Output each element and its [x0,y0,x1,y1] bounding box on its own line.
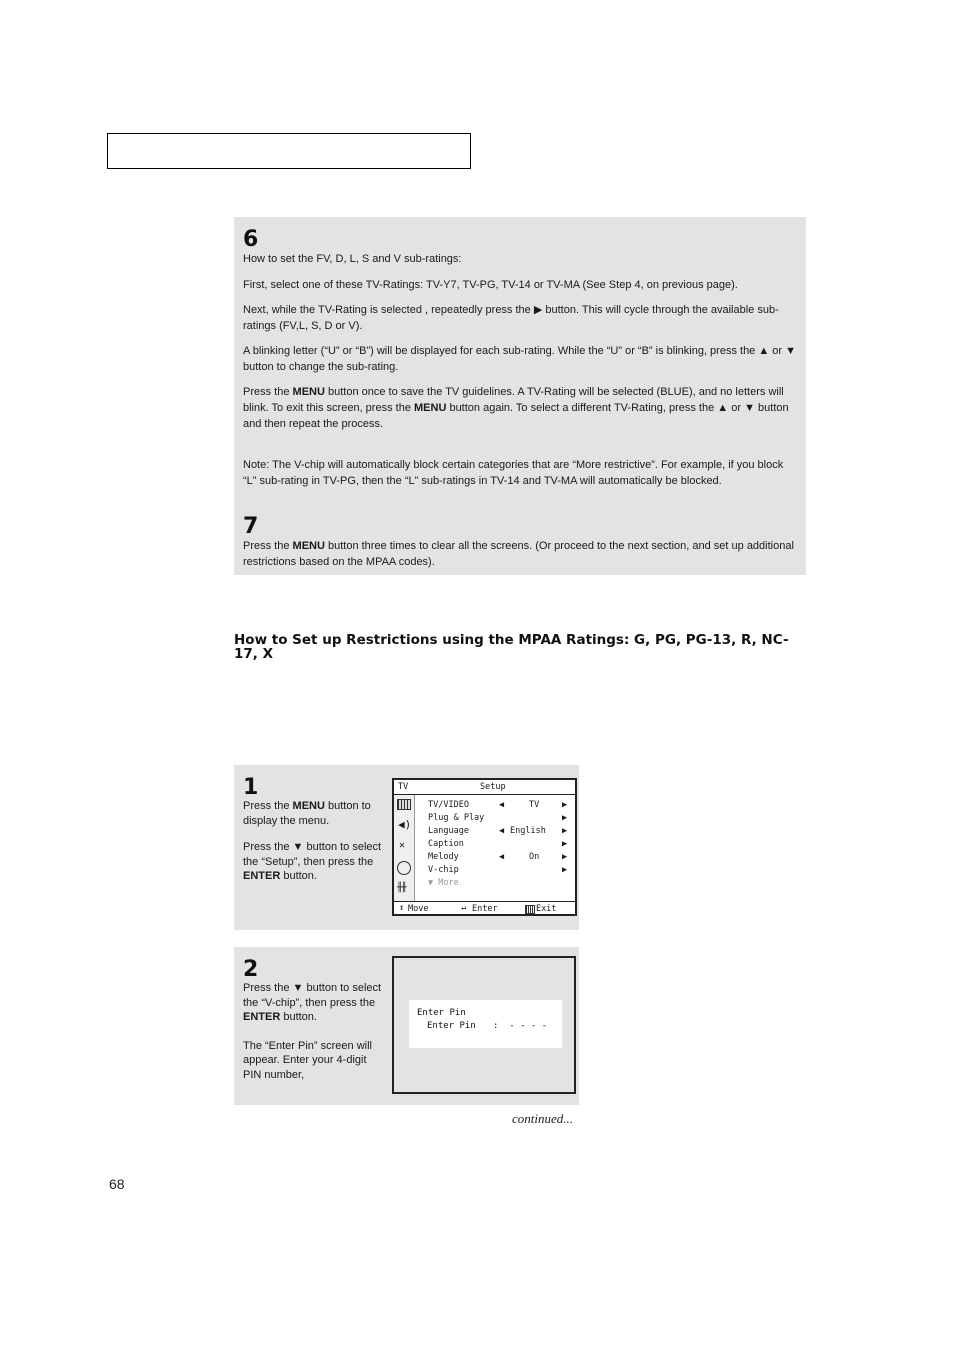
pin-screen [392,956,576,1094]
menu-item-tv-video[interactable]: TV/VIDEO ◀ TV ▶ [428,800,568,810]
right-arrow-icon: ▶ [562,800,568,810]
pin-dialog-title: Enter Pin [417,1008,466,1018]
menu-icon-column [394,795,415,901]
right-arrow-icon: ▶ [562,839,568,849]
right-arrow-icon: ▶ [533,304,543,316]
right-arrow-icon: ▶ [562,852,568,862]
step-6-number: 6 [243,227,259,252]
left-arrow-icon: ◀ [499,826,505,836]
menu-item-more[interactable]: ▼ More [428,878,459,888]
step-6-line5: Press the MENU button once to save the TV guidelines. A TV-Rating will be selected (BLUE), and no letters will blink. To exit this screen, press the MENU button again. To select a different TV-Rating, press the ▲ or ▼ button and then repeat the process. [243,386,789,430]
clock-icon[interactable] [397,861,411,875]
step-1-panel [234,765,579,930]
exit-icon [525,905,535,914]
steps-6-7-panel [234,217,806,575]
step-1-number: 1 [243,775,259,800]
enter-icon: ↵ [461,903,467,913]
step-6-line1: How to set the FV, D, L, S and V sub-ratings: [243,253,462,265]
tv-setup-menu [392,778,577,916]
footer-enter: Enter [472,904,498,914]
channel-icon[interactable]: ✕ [399,840,406,851]
up-arrow-icon: ▲ [758,345,770,357]
menu-item-melody[interactable]: Melody ◀ On ▶ [428,852,568,862]
step-1-line2: Press the ▼ button to select the “Setup”, then press the ENTER button. [243,841,382,882]
right-arrow-icon: ▶ [562,813,568,823]
down-arrow-icon: ▼ [292,982,304,994]
menu-footer [394,901,575,915]
pin-input[interactable]: : - - - - [493,1021,548,1031]
left-arrow-icon: ◀ [499,852,505,862]
step-2-panel [234,947,579,1105]
up-arrow-icon: ▲ [717,402,729,414]
pin-dialog [409,1000,562,1048]
down-arrow-icon: ▼ [785,345,797,357]
section-heading: How to Set up Restrictions using the MPAA Ratings: G, PG, PG-13, R, NC-17, X [234,632,789,662]
picture-icon[interactable] [397,799,411,810]
step-1-line1: Press the MENU button to display the menu. [243,800,371,827]
menu-title: Setup [480,782,506,792]
step-6-line2: First, select one of these TV-Ratings: TV-Y7, TV-PG, TV-14 or TV-MA (See Step 4, on previous page). [243,279,738,291]
menu-item-language[interactable]: Language ◀ English ▶ [428,826,568,836]
step-7-text: Press the MENU button three times to clear all the screens. (Or proceed to the next section, and set up additional restrictions based on the MPAA codes). [243,540,794,568]
footer-move: Move [408,904,429,914]
menu-source-label: TV [398,782,409,792]
right-arrow-icon: ▶ [562,826,568,836]
move-icon: ↕ [399,903,405,913]
menu-item-plug-play[interactable]: Plug & Play ▶ [428,813,568,823]
down-arrow-icon: ▼ [292,841,304,853]
sound-icon[interactable]: ◀) [398,818,412,831]
down-arrow-icon: ▼ [744,402,755,414]
step-6-line4: A blinking letter (“U” or “B”) will be displayed for each sub-rating. While the “U” or “B” is blinking, press the ▲ or ▼ button to change the sub-rating. [243,345,797,373]
page-number: 68 [109,1176,125,1192]
continued-label: continued... [512,1111,574,1126]
menu-item-v-chip[interactable]: V-chip ▶ [428,865,568,875]
menu-item-caption[interactable]: Caption ▶ [428,839,568,849]
right-arrow-icon: ▶ [562,865,568,875]
step-2-line1: Press the ▼ button to select the “V-chip”, then press the ENTER button. [243,982,382,1023]
left-arrow-icon: ◀ [499,800,505,810]
step-6-note: Note: The V-chip will automatically block certain categories that are “More restrictive”. For example, if you block “L” sub-rating in TV-PG, then the “L” sub-ratings in TV-14 and TV-MA will automatically be blocked. [243,459,784,487]
footer-exit: Exit [536,904,557,914]
step-7-number: 7 [243,514,259,539]
menu-items [428,800,572,891]
pin-label: Enter Pin [427,1021,476,1031]
menu-title-bar [394,780,575,795]
step-2-line2: The “Enter Pin” screen will appear. Enter your 4-digit PIN number, [243,1039,372,1081]
header-box [107,133,471,169]
setup-icon[interactable]: ╫╫ [397,883,406,893]
step-2-number: 2 [243,957,259,982]
step-6-line3: Next, while the TV-Rating is selected , repeatedly press the ▶ button. This will cycle through the available sub-ratings (FV,L, S, D or V). [243,304,779,332]
